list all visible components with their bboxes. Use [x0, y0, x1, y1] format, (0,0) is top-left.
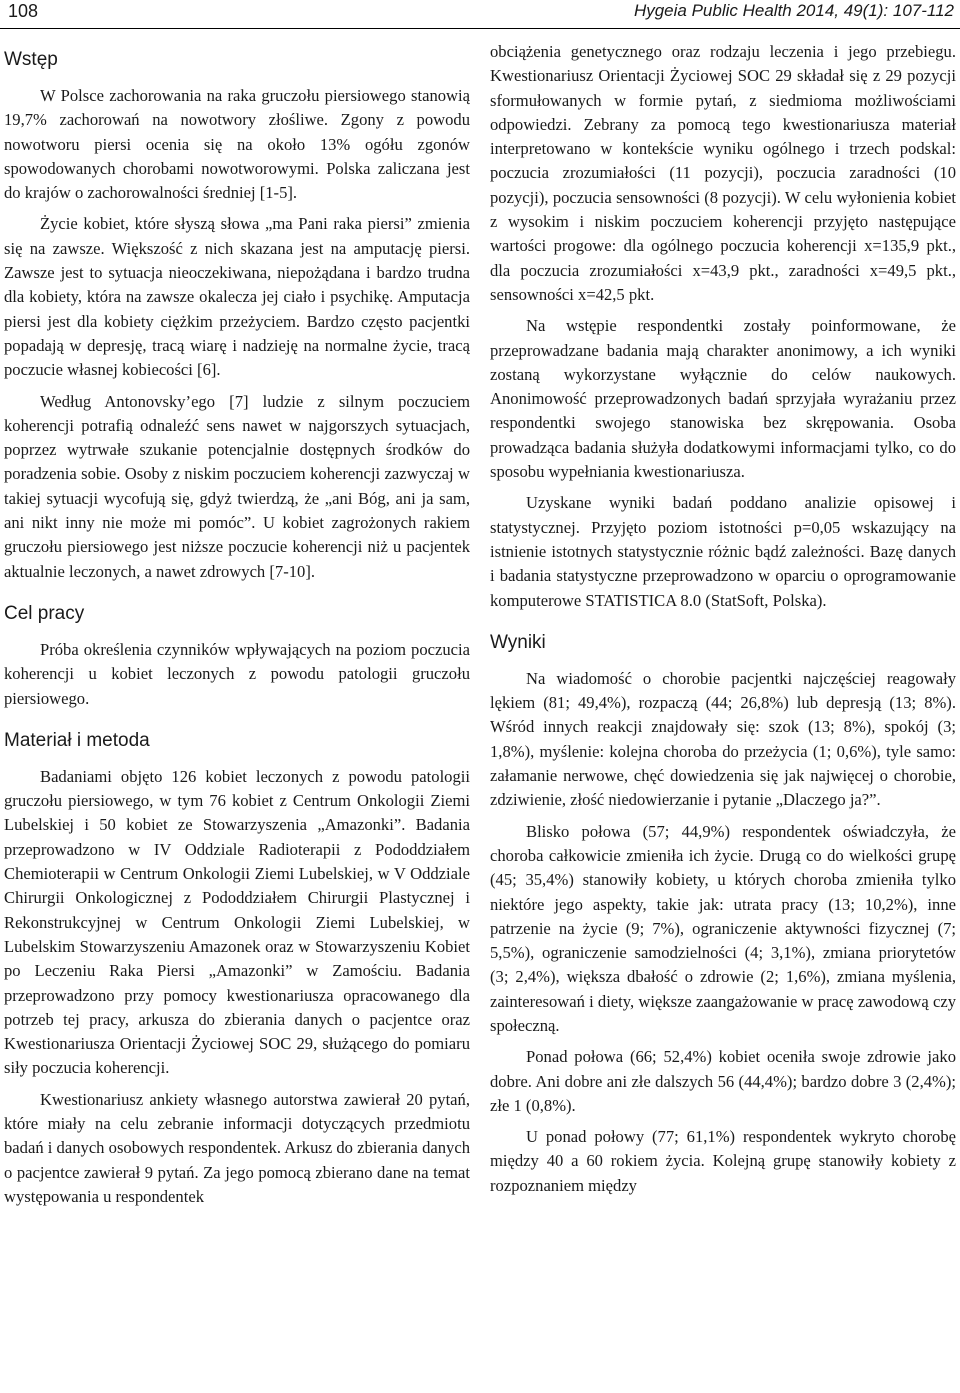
- heading-aim: Cel pracy: [4, 602, 85, 624]
- heading-results: Wyniki: [490, 631, 546, 653]
- paragraph: W Polsce zachorowania na raka gruczołu piersiowego stanowią 19,7% zachorowań na nowotwory złośliwe. Zgony z powodu nowotworu piersi ocenia się na około 13% ogółu zgonów spowodowanych chorobami nowotworowymi. Polska zaliczana jest do krajów o zachorowalności średniej [1-5].: [4, 86, 470, 203]
- left-column: [4, 44, 470, 1393]
- paragraph: Badaniami objęto 126 kobiet leczonych z powodu patologii gruczołu piersiowego, w tym 76 kobiet z Centrum Onkologii Ziemi Lubelskiej i 50 kobiet ze Stowarzyszenia „Amazonki”. Badania przeprowadzono w IV Oddziale Radioterapii z Pododdziałem Chemioterapii w Centrum Onkologii Ziemi Lubelskiej, w V Oddziale Chirurgii Onkologicznej z Pododdziałem Chirurgii Plastycznej i Rekonstrukcyjnej w Centrum Onkologii Ziemi Lubelskiej, w Lubelskim Stowarzyszeniu Amazonek oraz w Stowarzyszeniu Kobiet po Leczeniu Raka Piersi „Amazonki” w Zamościu. Badania przeprowadzono przy pomocy kwestionariusza opracowanego dla potrzeb tej pracy, arkusza do zbierania danych o pacjentce oraz Kwestionariusza Orientacji Życiowej SOC 29, służącego do pomiaru siły poczucia koherencji.: [4, 766, 470, 1078]
- paragraph: Życie kobiet, które słyszą słowa „ma Pani raka piersi” zmienia się na zawsze. Większość z nich skazana jest na amputację piersi. Zawsze jest to sytuacja nieoczekiwana, niepożądana i bardzo trudna dla kobiety, która na zawsze okalecza jej ciało i psychikę. Amputacja piersi jest dla kobiety ciężkim przeżyciem. Bardzo często pacjentki popadają w depresję, tracą wiarę i nadzieję na normalne życie, tracą poczucie własnej kobiecości [6].: [4, 214, 470, 380]
- paragraph: Blisko połowa (57; 44,9%) respondentek oświadczyła, że choroba całkowicie zmieniła ich życie. Drugą co do wielkości grupę (45; 35,4%) stanowiły kobiety, u których choroba zmieniła tylko niektóre jego aspekty, takie jak: utrata pracy (13; 10,2%), inne patrzenie na życie (9; 7%), ograniczenie aktywności fizycznej (7; 5,5%), ograniczenie samodzielności (4; 3,1%), zmiana priorytetów (3; 2,4%), większa dbałość o zdrowie (2; 1,6%), zmiana myślenia, zainteresowań i diety, większe zaangażowanie w pracę zawodową czy społeczną.: [490, 821, 956, 1035]
- page-header: [0, 0, 960, 24]
- header-rule: [0, 28, 960, 29]
- paragraph: Na wiadomość o chorobie pacjentki najczęściej reagowały lękiem (81; 49,4%), rozpaczą (44; 26,8%) lub depresją (13; 8%). Wśród innych reakcji znajdowały się: szok (13; 8%), spokój (3; 1,8%), myślenie: kolejna choroba do przeżycia (1; 0,6%), tyle samo: załamanie nerwowe, chęć dowiedzenia się jak najwięcej o chorobie, zdziwienie, złość niedowierzanie i pytanie „Dlaczego ja?”.: [490, 668, 956, 810]
- heading-methods: Materiał i metoda: [4, 729, 150, 751]
- paragraph: Uzyskane wyniki badań poddano analizie opisowej i statystycznej. Przyjęto poziom istotności p=0,05 wskazujący na istnienie istotnych statystycznie różnic bądź zależności. Bazę danych i badania statystyczne przeprowadzono w oparciu o oprogramowanie komputerowe STATISTICA 8.0 (StatSoft, Polska).: [490, 493, 956, 610]
- paragraph: Według Antonovsky’ego [7] ludzie z silnym poczuciem koherencji potrafią odnaleźć sens nawet w najgorszych sytuacjach, poprzez wytrwałe szukanie potencjalnie dostępnych środków do poradzenia sobie. Osoby z niskim poczuciem koherencji zazwyczaj w takiej sytuacji wycofują się, gdyż twierdzą, że „ani Bóg, ani ja sam, ani nikt inny nie może mi pomóc”. U kobiet zagrożonych rakiem gruczołu piersiowego jest niższe poczucie koherencji niż u pacjentek aktualnie leczonych, a nawet zdrowych [7-10].: [4, 391, 470, 581]
- paragraph: Na wstępie respondentki zostały poinformowane, że przeprowadzane badania mają charakter anonimowy, a ich wyniki zostaną wykorzystane wyłącznie do celów naukowych. Anonimowość przeprowadzonych badań sprzyjała wyrażaniu przez respondentki swojego stanowiska bez skrępowania. Osoba prowadząca badania służyła dodatkowymi informacjami tylko, co do sposobu wypełniania kwestionariusza.: [490, 316, 956, 482]
- right-column: [490, 40, 956, 1389]
- heading-introduction: Wstęp: [4, 49, 58, 70]
- paragraph: obciążenia genetycznego oraz rodzaju leczenia i jego przebiegu. Kwestionariusz Orientacji Życiowej SOC 29 składał się z 29 pozycji sformułowanych w formie pytań, z siedmioma możliwościami odpowiedzi. Zebrany za pomocą tego kwestionariusza materiał interpretowano w kontekście wyniku ogólnego i trzech podskal: poczucia zrozumiałości (11 pozycji), poczucia zaradności (10 pozycji), poczucia sensowności (8 pozycji). W celu wyłonienia kobiet z wysokim i niskim poczuciem koherencji przyjęto następujące wartości progowe: dla ogólnego poczucia koherencji x=135,9 pkt., dla poczucia zrozumiałości x=43,9 pkt., zaradności x=49,5 pkt., sensowności x=42,5 pkt.: [490, 42, 956, 304]
- paragraph: Próba określenia czynników wpływających na poziom poczucia koherencji u kobiet leczonych z powodu patologii gruczołu piersiowego.: [4, 639, 470, 708]
- page-number: 108: [8, 1, 39, 21]
- paragraph: Ponad połowa (66; 52,4%) kobiet oceniła swoje zdrowie jako dobre. Ani dobre ani złe dalszych 56 (44,4%); bardzo dobre 3 (2,4%); złe 1 (0,8%).: [490, 1047, 956, 1115]
- paragraph: U ponad połowy (77; 61,1%) respondentek wykryto chorobę między 40 a 60 rokiem życia. Kolejną grupę stanowiły kobiety z rozpoznaniem między: [490, 1127, 956, 1195]
- paragraph: Kwestionariusz ankiety własnego autorstwa zawierał 20 pytań, które miały na celu zebranie informacji dotyczących przedmiotu badań i danych osobowych respondentek. Arkusz do zbierania danych o pacjentce zawierał 9 pytań. Za jego pomocą zbierano dane na temat występowania u respondentek: [4, 1089, 470, 1206]
- journal-citation: Hygeia Public Health 2014, 49(1): 107-112: [633, 1, 954, 20]
